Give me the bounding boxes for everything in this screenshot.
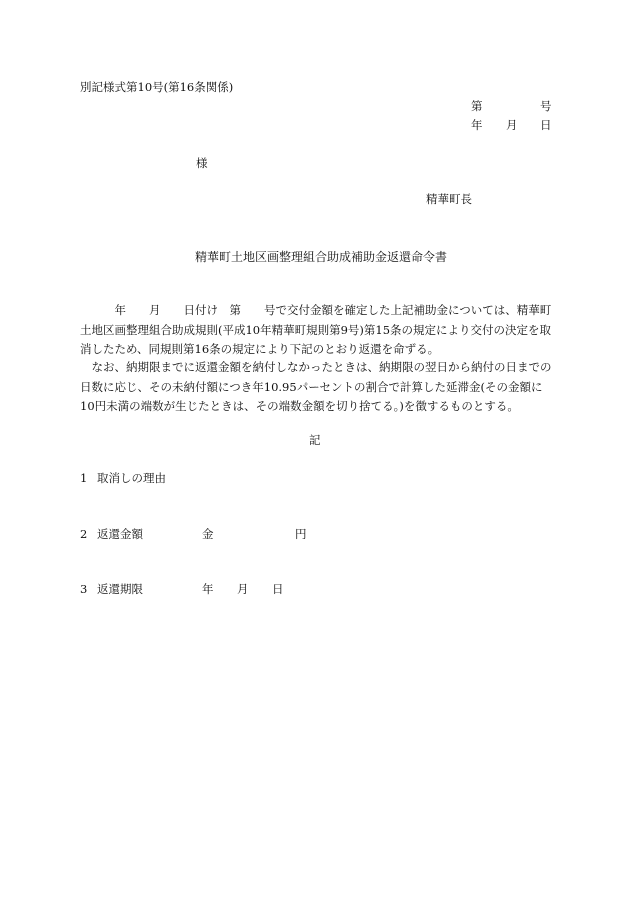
item-3-month: 月: [237, 582, 249, 596]
item-3-label: 返還期限: [97, 582, 143, 596]
addressee-honorific: 様: [196, 156, 208, 170]
body-paragraph-1: [80, 301, 552, 360]
ki-heading: 記: [309, 433, 321, 447]
date-day: 日: [540, 118, 552, 132]
date-year: 年: [471, 118, 483, 132]
item-3-year: 年: [202, 582, 214, 596]
body-line: 消したため、同規則第16条の規定により下記のとおり返還を命ずる。: [80, 342, 440, 356]
body-line: 土地区画整理組合助成規則(平成10年精華町規則第9号)第15条の規定により交付の決定を取: [80, 322, 552, 337]
doc-number-prefix: 第: [471, 99, 483, 113]
item-3-day: 日: [272, 582, 284, 596]
item-1-label: 取消しの理由: [97, 471, 166, 485]
item-1-number: 1: [80, 471, 88, 485]
body-line: 10円未満の端数が生じたときは、その端数金額を切り捨てる。)を徴するものとする。: [80, 399, 519, 413]
body-paragraph-2: [80, 358, 552, 417]
date-month: 月: [506, 118, 518, 132]
body-line: 年 月 日付け 第 号で交付金額を確定した上記補助金については、精華町: [80, 303, 552, 317]
doc-number-suffix: 号: [540, 99, 552, 113]
body-line: 日数に応じ、その未納付額につき年10.95パーセントの割合で計算した延滞金(その金額に: [80, 379, 543, 394]
item-2-label: 返還金額: [97, 527, 143, 541]
body-line: なお、納期限までに返還金額を納付しなかったときは、納期限の翌日から納付の日までの: [80, 360, 552, 374]
item-3-number: 3: [80, 582, 88, 596]
item-2-amount-suffix: 円: [295, 527, 307, 541]
page-title: 精華町土地区画整理組合助成補助金返還命令書: [195, 250, 448, 264]
issuer: 精華町長: [426, 192, 472, 206]
item-2-number: 2: [80, 527, 88, 541]
form-label: 別記様式第10号(第16条関係): [80, 80, 234, 94]
item-2-amount-prefix: 金: [202, 527, 214, 541]
